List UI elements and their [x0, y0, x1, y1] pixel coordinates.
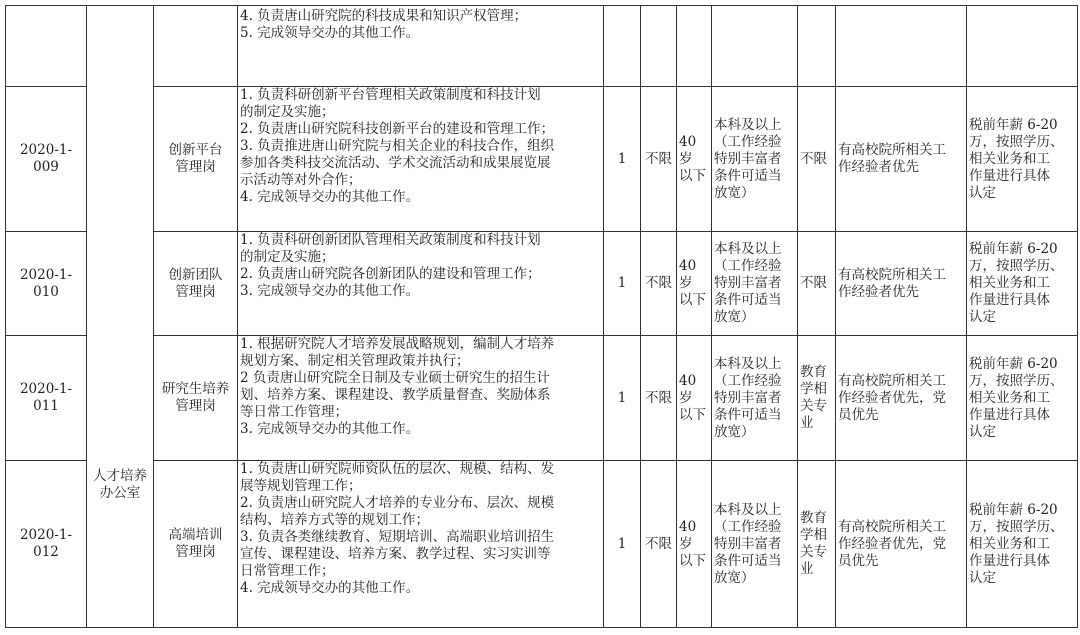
table-row — [6, 232, 1078, 336]
position-name: 创新平台 管理岗 — [154, 87, 238, 232]
table-row — [6, 87, 1078, 232]
salary: 税前年薪 6-20 万，按照学历、 相关业务和工 作量进行具体 认定 — [967, 232, 1078, 336]
position-code: 2020-1-011 — [6, 336, 87, 461]
major: 不限 — [798, 232, 836, 336]
salary: 税前年薪 6-20 万，按照学历、 相关业务和工 作量进行具体 认定 — [967, 87, 1078, 232]
position-code — [6, 6, 87, 87]
gender: 不限 — [641, 87, 677, 232]
gender — [641, 6, 677, 87]
other-requirements: 有高校院所相关工 作经验者优先，党 员优先 — [836, 336, 967, 461]
age: 40 岁 以下 — [677, 336, 712, 461]
position-code: 2020-1-009 — [6, 87, 87, 232]
other-requirements: 有高校院所相关工 作经验者优先 — [836, 232, 967, 336]
table-row — [6, 336, 1078, 461]
salary: 税前年薪 6-20 万，按照学历、 相关业务和工 作量进行具体 认定 — [967, 461, 1078, 628]
recruitment-table — [5, 5, 1078, 628]
major: 教育 学相 关专 业 — [798, 461, 836, 628]
age — [677, 6, 712, 87]
position-name — [154, 6, 238, 87]
other-requirements: 有高校院所相关工 作经验者优先 — [836, 87, 967, 232]
position-code: 2020-1-012 — [6, 461, 87, 628]
position-name: 研究生培养 管理岗 — [154, 336, 238, 461]
headcount: 1 — [604, 461, 641, 628]
age: 40 岁 以下 — [677, 87, 712, 232]
gender: 不限 — [641, 232, 677, 336]
duties: 4. 负责唐山研究院的科技成果和知识产权管理； 5. 完成领导交办的其他工作。 — [238, 6, 604, 87]
position-name: 创新团队 管理岗 — [154, 232, 238, 336]
position-code: 2020-1-010 — [6, 232, 87, 336]
headcount — [604, 6, 641, 87]
salary: 税前年薪 6-20 万，按照学历、 相关业务和工 作量进行具体 认定 — [967, 336, 1078, 461]
headcount: 1 — [604, 336, 641, 461]
gender: 不限 — [641, 336, 677, 461]
department: 人才培养 办公室 — [87, 6, 154, 628]
duties: 1. 负责唐山研究院师资队伍的层次、规模、结构、发 展等规划管理工作； 2. 负责唐山研究院人才培养的专业分布、层次、规模 结构、培养方式等的规划工作； 3. 负责各类继续教育、短期培训、高端职业培训招生 宣传、课程建设、培养方案、教学过程、实习实训等 日常管理工作； 4. 完成领导交办的其他工作。 — [238, 461, 604, 628]
other-requirements — [836, 6, 967, 87]
headcount: 1 — [604, 232, 641, 336]
other-requirements: 有高校院所相关工 作经验者优先，党 员优先 — [836, 461, 967, 628]
duties: 1. 负责科研创新团队管理相关政策制度和科技计划 的制定及实施； 2. 负责唐山研究院各创新团队的建设和管理工作； 3. 完成领导交办的其他工作。 — [238, 232, 604, 336]
gender: 不限 — [641, 461, 677, 628]
education: 本科及以上 （工作经验 特别丰富者 条件可适当 放宽） — [712, 336, 798, 461]
age: 40 岁 以下 — [677, 461, 712, 628]
duties: 1. 负责科研创新平台管理相关政策制度和科技计划 的制定及实施； 2. 负责唐山研究院科技创新平台的建设和管理工作； 3. 负责推进唐山研究院与相关企业的科技合作，组织 参加各类科技交流活动、学术交流活动和成果展览展 示活动等对外合作； 4. 完成领导交办的其他工作。 — [238, 87, 604, 232]
table-row — [6, 461, 1078, 628]
education — [712, 6, 798, 87]
age: 40 岁 以下 — [677, 232, 712, 336]
education: 本科及以上 （工作经验 特别丰富者 条件可适当 放宽） — [712, 232, 798, 336]
table-row — [6, 6, 1078, 87]
major: 教育 学相 关专 业 — [798, 336, 836, 461]
education: 本科及以上 （工作经验 特别丰富者 条件可适当 放宽） — [712, 461, 798, 628]
education: 本科及以上 （工作经验 特别丰富者 条件可适当 放宽） — [712, 87, 798, 232]
major — [798, 6, 836, 87]
major: 不限 — [798, 87, 836, 232]
duties: 1. 根据研究院人才培养发展战略规划，编制人才培养 规划方案、制定相关管理政策并执行； 2 负责唐山研究院全日制及专业硕士研究生的招生计 划、培养方案、课程建设、教学质量督查、奖励体系 等日常工作管理； 3. 完成领导交办的其他工作。 — [238, 336, 604, 461]
position-name: 高端培训 管理岗 — [154, 461, 238, 628]
salary — [967, 6, 1078, 87]
headcount: 1 — [604, 87, 641, 232]
